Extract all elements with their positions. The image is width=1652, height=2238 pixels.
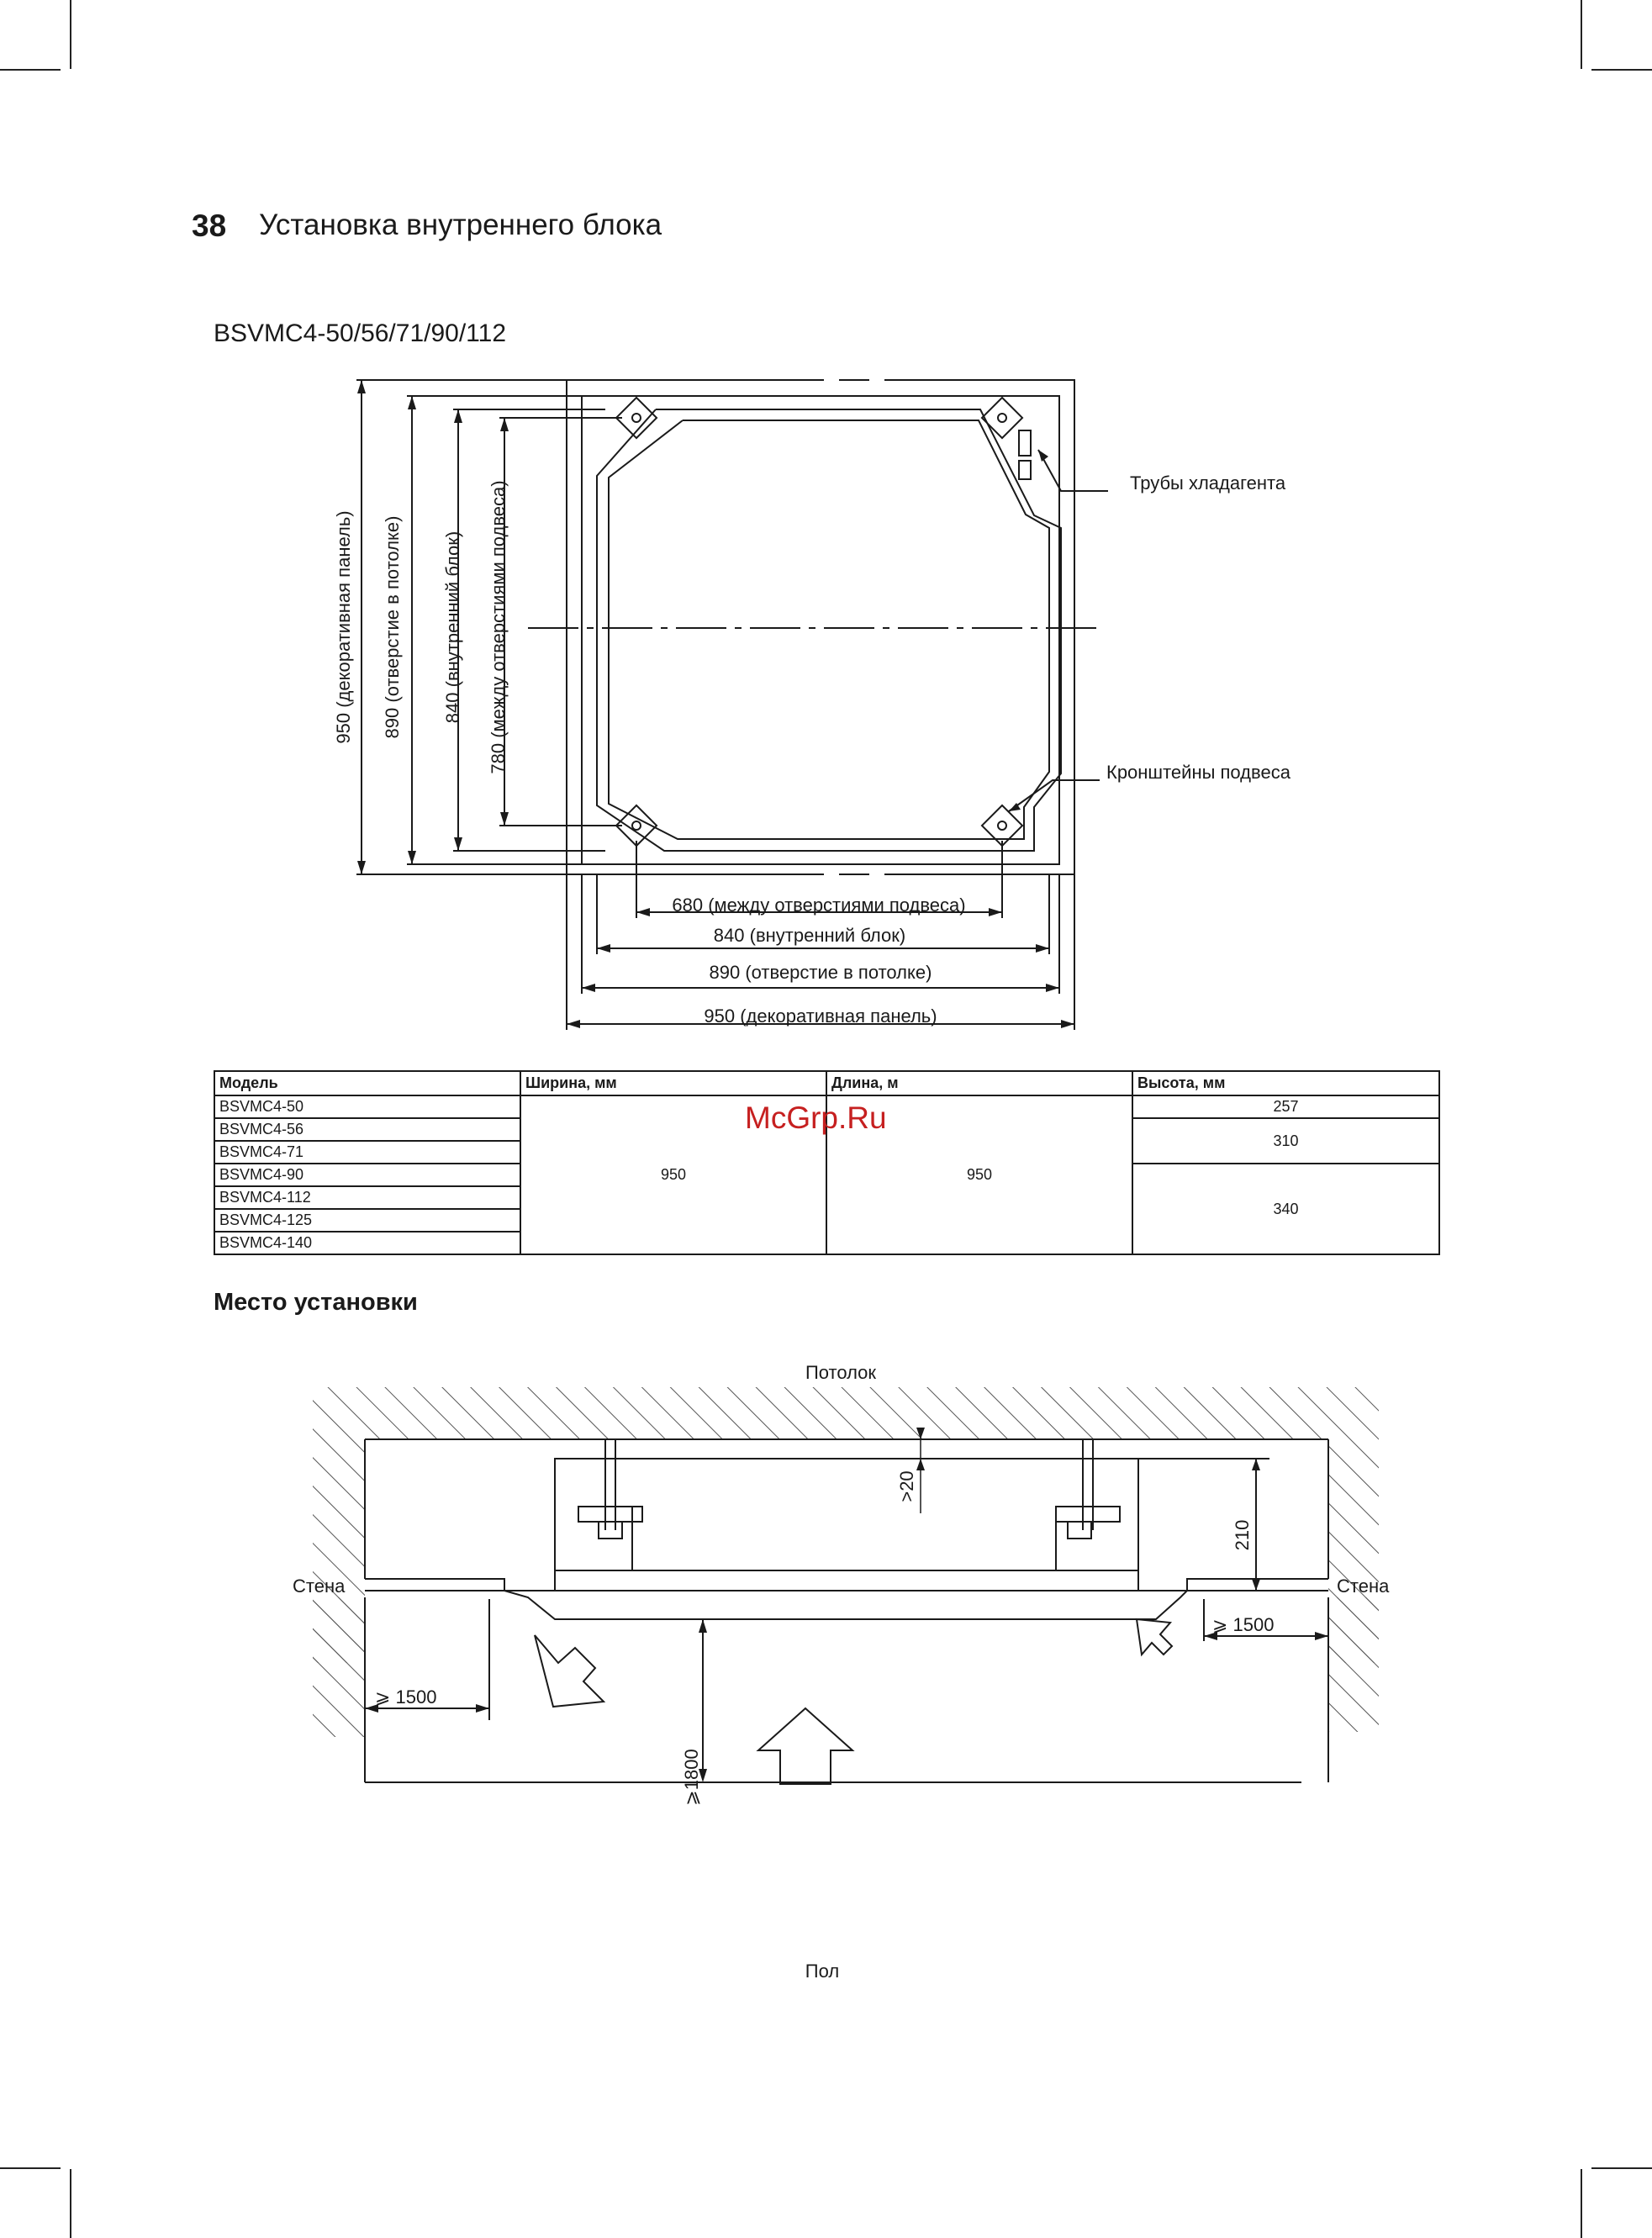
- label-wall-left: Стена: [293, 1576, 346, 1597]
- installation-location-drawing: [0, 1345, 1652, 2001]
- right-wall-hatch-lower: [1328, 1597, 1379, 1732]
- dim-clear-left: ⩾ 1500: [375, 1686, 437, 1708]
- model-line: BSVMC4-50/56/71/90/112: [214, 319, 507, 347]
- header-length: Длина, м: [826, 1071, 1132, 1095]
- dim-780-vertical: 780 (между отверстиями подвеса): [488, 480, 509, 774]
- dim-840-vertical: 840 (внутренний блок): [442, 530, 463, 724]
- table-header-row: [214, 1071, 1439, 1095]
- page-title: Установка внутреннего блока: [259, 208, 662, 241]
- dim-clear-right: ⩾ 1500: [1212, 1614, 1275, 1635]
- model-cell: BSVMC4-140: [214, 1232, 520, 1254]
- model-cell: BSVMC4-112: [214, 1186, 520, 1209]
- dim-840-horizontal: 840 (внутренний блок): [713, 925, 906, 946]
- dim-gap-top: >20: [896, 1470, 917, 1502]
- section-title: Место установки: [214, 1289, 418, 1316]
- model-cell: BSVMC4-71: [214, 1141, 520, 1164]
- dim-210: 210: [1232, 1519, 1253, 1551]
- indoor-unit-outline: [597, 409, 1061, 851]
- dim-890-horizontal: 890 (отверстие в потолке): [709, 962, 932, 983]
- crop-mark: [0, 2167, 61, 2169]
- model-cell: BSVMC4-50: [214, 1095, 520, 1118]
- ceiling-hatch: [313, 1387, 1379, 1439]
- airflow-arrow-intake: [758, 1708, 852, 1784]
- label-wall-right: Стена: [1337, 1576, 1390, 1597]
- refrigerant-pipe: [1019, 461, 1031, 479]
- watermark: McGrp.Ru: [745, 1101, 887, 1135]
- crop-mark: [1581, 2169, 1582, 2238]
- hanger-bracket: [982, 398, 1022, 438]
- crop-mark: [70, 2169, 71, 2238]
- length-cell: 950: [826, 1095, 1132, 1254]
- model-cell: BSVMC4-56: [214, 1118, 520, 1141]
- refrigerant-pipe: [1019, 430, 1031, 456]
- dim-950-horizontal: 950 (декоративная панель): [704, 1006, 937, 1027]
- width-cell: 950: [520, 1095, 826, 1254]
- label-floor: Пол: [805, 1961, 840, 1982]
- height-cell: 340: [1132, 1164, 1439, 1254]
- callout-refrigerant-pipes: Трубы хладагента: [1130, 472, 1286, 494]
- header-height: Высота, мм: [1132, 1071, 1439, 1095]
- height-cell: 257: [1132, 1095, 1439, 1118]
- label-ceiling: Потолок: [805, 1362, 877, 1383]
- model-cell: BSVMC4-125: [214, 1209, 520, 1232]
- dim-890-vertical: 890 (отверстие в потолке): [382, 515, 403, 739]
- ceiling-opening-outline: [582, 396, 1059, 864]
- height-cell: 310: [1132, 1118, 1439, 1164]
- dim-680-horizontal: 680 (между отверстиями подвеса): [672, 895, 966, 916]
- unit-dimension-drawing: [0, 0, 1652, 1059]
- model-cell: BSVMC4-90: [214, 1164, 520, 1186]
- page-number: 38: [192, 208, 227, 243]
- dim-950-vertical: 950 (декоративная панель): [333, 510, 354, 744]
- callout-hanger-brackets: Кронштейны подвеса: [1106, 762, 1290, 783]
- left-wall-hatch-lower: [313, 1597, 365, 1737]
- crop-mark: [1591, 2167, 1652, 2169]
- spec-table: [214, 1070, 1440, 1255]
- header-width: Ширина, мм: [520, 1071, 826, 1095]
- header-model: Модель: [214, 1071, 520, 1095]
- dim-height-floor: ⩾1800: [681, 1749, 702, 1806]
